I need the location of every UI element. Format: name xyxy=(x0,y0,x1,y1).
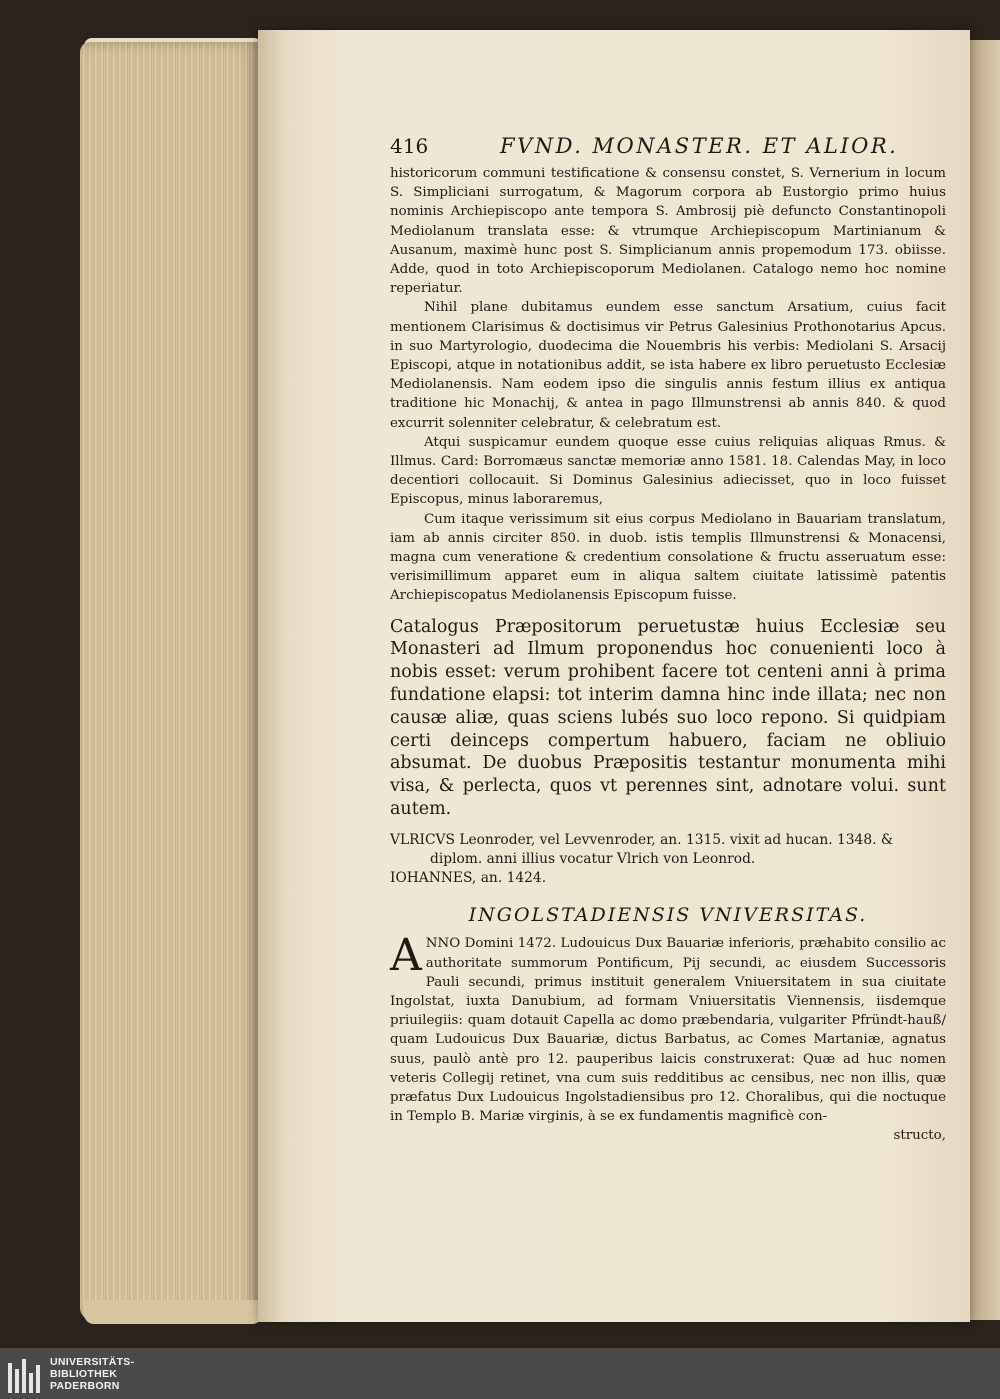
catalogus-paragraph: Catalogus Præpositorum peruetustæ huius Ecclesiæ seu Monasteri ad Ilmum proponendus hoc conuenienti loco à nobis esset: verum prohibent facere tot centeni anni à prima fundatione elapsi: tot interim damna hinc inde illata; nec non causæ aliæ, quas sciens lubés suo loco repono. Si quidpiam certi deinceps compertum habuero, faciam ne obliuio absumat. De duobus Præpositis testantur monumenta mihi visa, & perlecta, quos vt perennes sint, adnotare volui. sunt autem. xyxy=(390,616,946,820)
page-header xyxy=(390,134,946,158)
initial-letter: A xyxy=(390,930,422,982)
page-content xyxy=(390,134,946,1146)
catchword: structo, xyxy=(893,1128,946,1144)
paragraph-ingolstadt-text: NNO Domini 1472. Ludouicus Dux Bauariæ inferioris, præhabito consilio ac authoritate summorum Pontificum, Pij secundi, ac eiusdem Successoris Pauli secundi, primus instituit generalem Vniuersitatem in sua ciuitate Ingolstat, iuxta Danubium, ad formam Vniuersitatis Viennensis, iisdemque priuilegiis: quam dotauit Capella ac domo præbendaria, vulgariter Pfründt-hauß/ quam Ludouicus Dux Bauariæ, dictus Barbatus, ac Comes Martaniæ, agnatus suus, paulò antè pro 12. pauperibus laicis construxerat: Quæ ad huc nomen veteris Collegij retinet, vna cum suis redditibus ac censibus, nec non illis, quæ præfatus Dux Ludouicus Ingolstadiensibus pro 12. Choralibus, qui die noctuque in Templo B. Mariæ virginis, à se ex fundamentis magnificè con- xyxy=(390,936,946,1125)
library-logo-text: UNIVERSITÄTS- BIBLIOTHEK PADERBORN xyxy=(50,1355,135,1392)
library-logo-icon xyxy=(0,1348,50,1399)
running-head: FVND. MONASTER. ET ALIOR. xyxy=(500,134,899,158)
provost-entry-ulricus: VLRICVS Leonroder, vel Levvenroder, an. 1315. vixit ad hucan. 1348. & xyxy=(390,831,894,848)
book-page xyxy=(258,30,970,1322)
book-page-edges xyxy=(80,42,260,1320)
library-footer xyxy=(0,1348,1000,1399)
provost-entry-iohannes: IOHANNES, an. 1424. xyxy=(390,870,547,887)
paragraph-1: historicorum communi testificatione & consensu constet, S. Vernerium in locum S. Simpliciani surrogatum, & Magorum corpora ab Eustorgio primo huius nominis Archiepiscopo ante tempora S. Ambrosij piè defuncto Constantinopoli Mediolanum translata esse: & vtrumque Archiepiscopum Martinianum & Ausanum, maximè hunc post S. Simplicianum annis propemodum 173. obiisse. Adde, quod in toto Archiepiscoporum Mediolanen. Catalogo nemo hoc nomine reperiatur. xyxy=(390,166,946,297)
page-number: 416 xyxy=(390,134,429,158)
provost-list xyxy=(390,831,946,889)
provost-entry-ulricus-cont: diplom. anni illius vocatur Vlrich von Leonrod. xyxy=(430,851,756,868)
facing-page-edge xyxy=(968,40,1000,1320)
paragraph-4: Cum itaque verissimum sit eius corpus Mediolano in Bauariam translatum, iam ab annis circiter 850. in duob. istis templis Illmunstrensi & Monacensi, magna cum veneratione & credentium consolatione & fructu asseruatum esse: verisimillimum apparet eum in aliqua saltem ciuitate latissimè patentis Archiepiscopatus Mediolanensis Episcopum fuisse. xyxy=(390,511,946,604)
paragraph-3: Atqui suspicamur eundem quoque esse cuius reliquias aliquas Rmus. & Illmus. Card: Borromæus sanctæ memoriæ anno 1581. 18. Calendas May, in loco decentiori collocauit. Si Dominus Galesinius adiecisset, quo in loco fuisset Episcopus, minus laboraremus, xyxy=(390,434,946,508)
paragraph-ingolstadt xyxy=(390,930,946,1126)
book-cover-bottom xyxy=(84,1300,262,1324)
section-title: INGOLSTADIENSIS VNIVERSITAS. xyxy=(468,904,868,927)
paragraph-2: Nihil plane dubitamus eundem esse sanctum Arsatium, cuius facit mentionem Clarisimus & doctisimus vir Petrus Galesinius Prothonotarius Apcus. in suo Martyrologio, duodecima die Nouembris his verbis: Mediolani S. Arsacij Episcopi, atque in notationibus addit, se ista habere ex libro peruetusto Ecclesiæ Mediolanensis. Nam eodem ipso die singulis annis festum illius ex antiqua traditione hic Monachij, & antea in pago Illmunstrensi ab annis 840. & quod excurrit solenniter celebratur, & celebratum est. xyxy=(390,300,946,431)
